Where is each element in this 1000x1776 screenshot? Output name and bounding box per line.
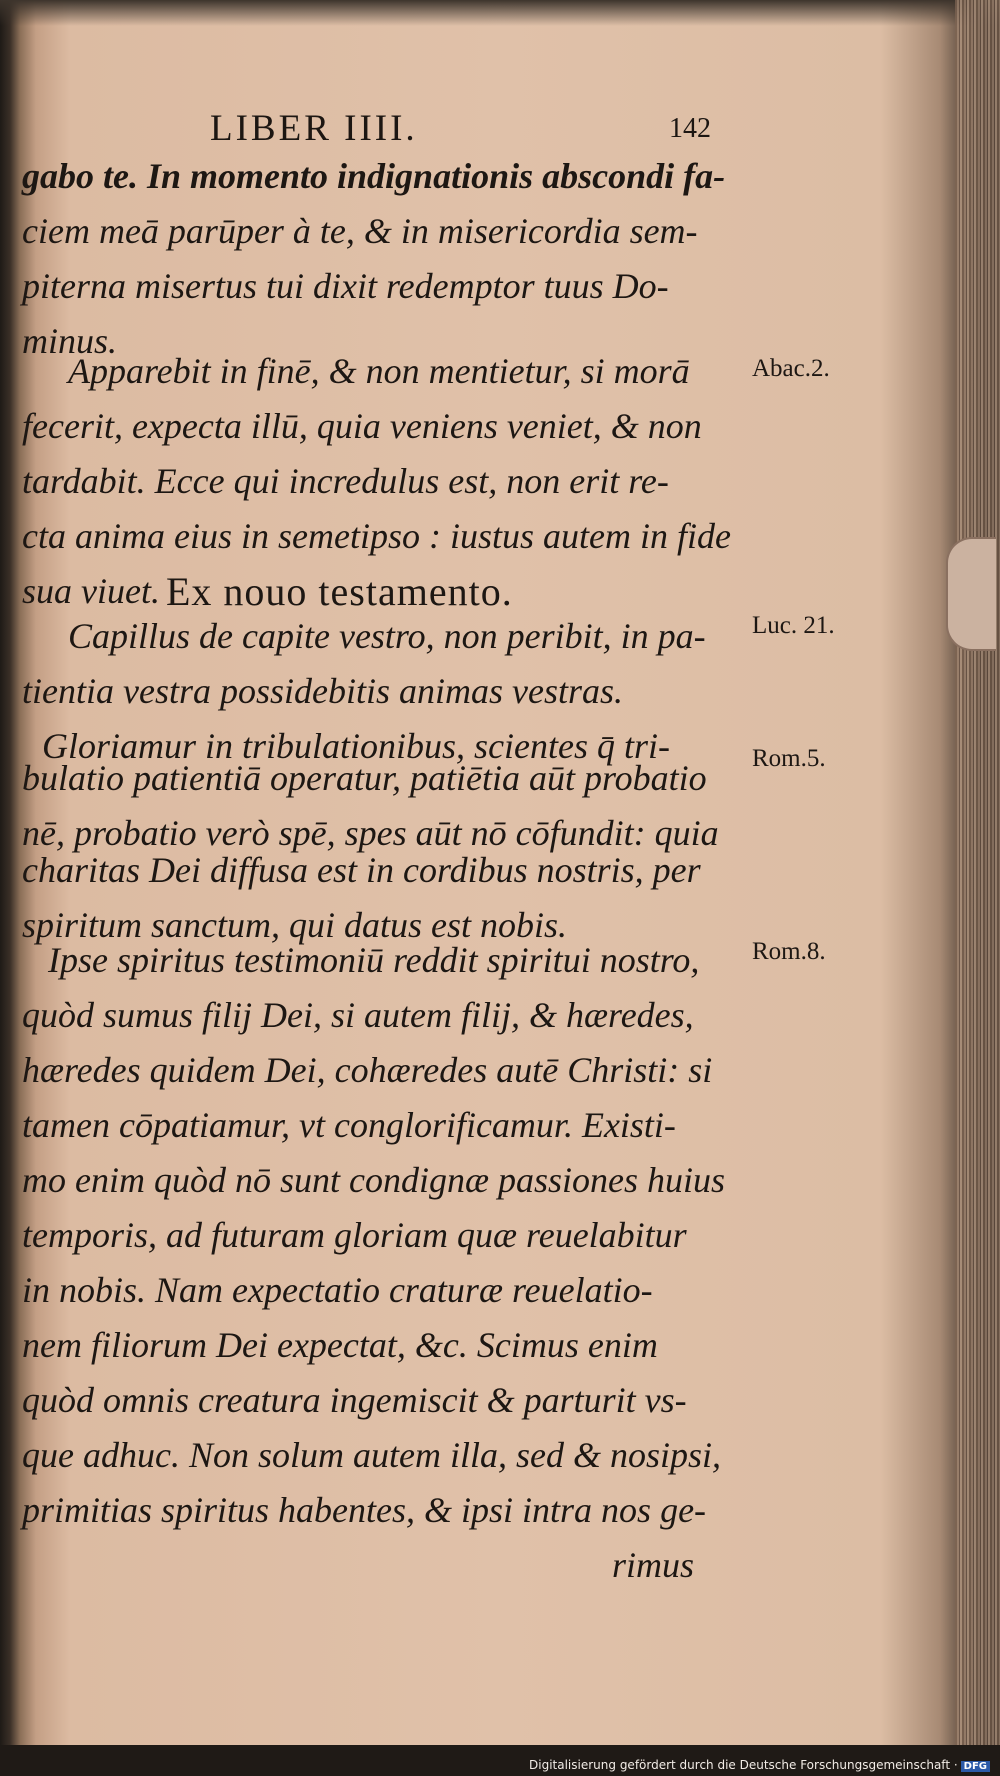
text-line: nem filiorum Dei expectat, &c. Scimus enim — [22, 1325, 658, 1365]
page-edges — [955, 0, 1000, 1776]
bookmark-tab — [946, 537, 996, 651]
text-line: hæredes quidem Dei, cohæredes autē Christi: si — [22, 1050, 713, 1090]
page-number: 142 — [669, 113, 711, 144]
margin-reference: Rom.5. — [752, 745, 826, 772]
text-line: ciem meā parūper à te, & in misericordia sem- — [22, 211, 698, 251]
text-line: temporis, ad futuram gloriam quæ reuelabitur — [22, 1215, 687, 1255]
text-line: quòd omnis creatura ingemiscit & parturit vs- — [22, 1380, 687, 1420]
catchword: rimus — [612, 1545, 695, 1585]
margin-reference: Rom.8. — [752, 938, 826, 965]
text-line: charitas Dei diffusa est in cordibus nostris, per — [22, 850, 701, 890]
text-line: Apparebit in finē, & non mentietur, si morā — [68, 351, 690, 391]
text-line: fecerit, expecta illū, quia veniens veniet, & non — [22, 406, 702, 446]
margin-reference: Abac.2. — [752, 355, 830, 382]
text-line: tardabit. Ecce qui incredulus est, non erit re- — [22, 461, 669, 501]
text-line: tamen cōpatiamur, vt conglorificamur. Existi- — [22, 1105, 676, 1145]
text-line: nē, probatio verò spē, spes aūt nō cōfundit: quia — [22, 813, 719, 853]
text-line: cta anima eius in semetipso : iustus autem in fide — [22, 516, 731, 556]
text-line: bulatio patientiā operatur, patiētia aūt probatio — [22, 758, 707, 798]
text-line: spiritum sanctum, qui datus est nobis. — [22, 905, 568, 945]
running-head: LIBER IIII. — [210, 108, 418, 149]
section-heading: Ex nouo testamento. — [166, 569, 513, 614]
credit-text: Digitalisierung gefördert durch die Deutsche Forschungsgemeinschaft · — [529, 1758, 958, 1772]
text-line: primitias spiritus habentes, & ipsi intra nos ge- — [22, 1490, 707, 1530]
top-shadow — [0, 0, 1000, 26]
text-line: que adhuc. Non solum autem illa, sed & nosipsi, — [22, 1435, 721, 1475]
text-line: gabo te. In momento indignationis abscondi fa- — [22, 156, 726, 196]
text-line: piterna misertus tui dixit redemptor tuus Do- — [22, 266, 669, 306]
text-line: Ipse spiritus testimoniū reddit spiritui nostro, — [48, 940, 700, 980]
text-line: Gloriamur in tribulationibus, scientes q̄ tri- — [42, 726, 671, 766]
text-line: mo enim quòd nō sunt condignæ passiones huius — [22, 1160, 726, 1200]
text-line: Capillus de capite vestro, non peribit, in pa- — [68, 616, 706, 656]
text-line: in nobis. Nam expectatio craturæ reuelatio- — [22, 1270, 653, 1310]
digitization-credit — [529, 1758, 990, 1772]
dfg-logo: DFG — [961, 1761, 990, 1772]
text-line: quòd sumus filij Dei, si autem filij, & hæredes, — [22, 995, 694, 1035]
text-line: minus. — [22, 321, 118, 361]
text-line: sua viuet. — [22, 571, 160, 611]
margin-reference: Luc. 21. — [752, 612, 835, 639]
text-line: tientia vestra possidebitis animas vestras. — [22, 671, 623, 711]
